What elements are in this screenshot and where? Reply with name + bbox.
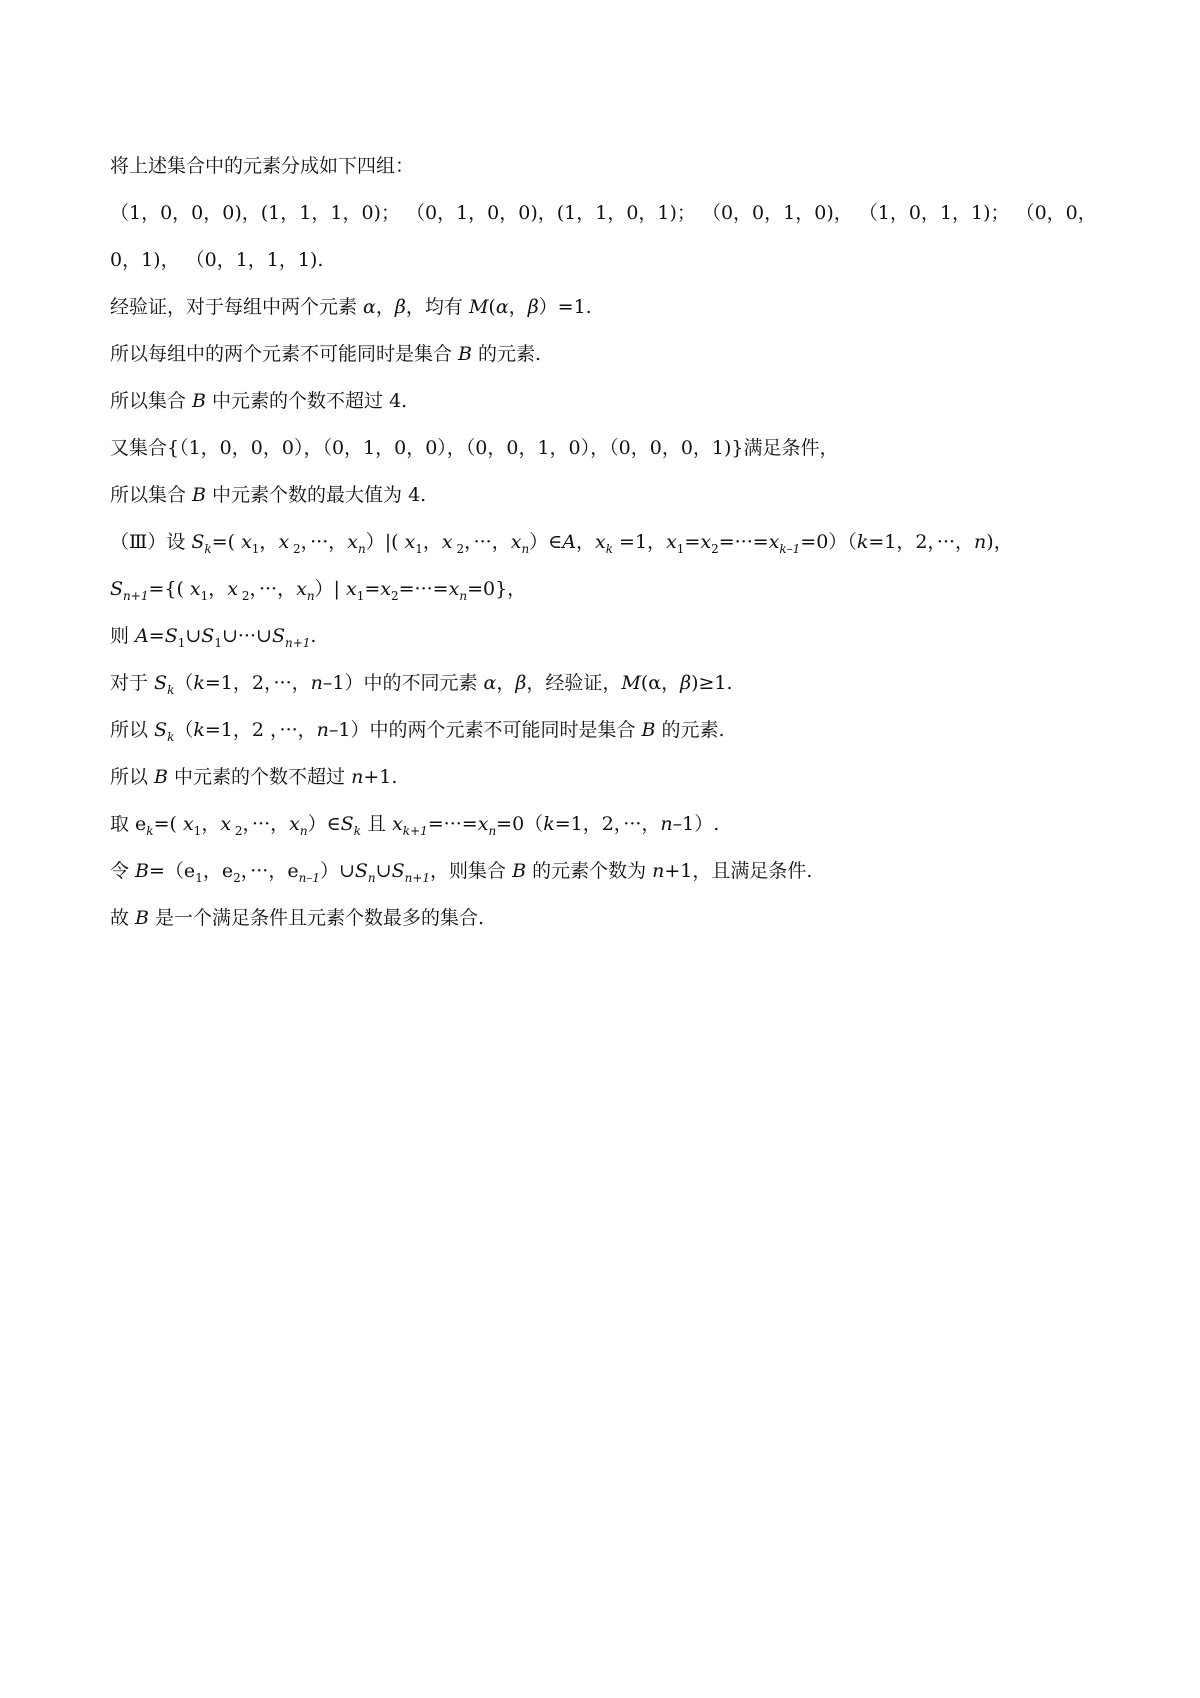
text-line-4: 经验证，对于每组中两个元素 α，β，均有 M(α，β）=1. <box>110 296 592 318</box>
text-line-8: 所以集合 B 中元素个数的最大值为 4. <box>110 484 427 506</box>
text-line-14: 所以 B 中元素的个数不超过 n+1. <box>110 766 398 788</box>
text-line-10: $S_{n+1}=${( $x_1$，x $_2$，···，$x_n)|$ $x_1=x_2=\cdot\cdot\cdot=x_n=0$}， <box>110 578 527 603</box>
text-line-13: 所以 $S_k(k=1$，2 ，···，n–1）中的两个元素不可能同时是集合 B 的元素. <box>110 719 725 744</box>
text-line-7: 又集合{（1，0，0，0），（0，1，0，0），（0，0，1，0），（0，0，0，1)}满足条件， <box>110 437 839 459</box>
text-line-16: 令 $B=(e_1$，$e_2$，···，$e_{n-1})\cup S_n\cup S_{n+1}$，则集合 B 的元素个数为 n+1，且满足条件. <box>110 860 813 885</box>
text-line-12: 对于 $S_k(k=1$，2，···，n–1）中的不同元素 α，β，经验证，M(α，β)≥1. <box>110 672 733 697</box>
text-line-5: 所以每组中的两个元素不可能同时是集合 B 的元素. <box>110 343 542 365</box>
text-line-15: 取 $e_k=$( $x_1$，x $_2$，···，$x_n)\in S_k$ 且 $x_{k+1}=\cdot\cdot\cdot=x_n=0(k=1$，2，···，n–1）. <box>110 813 720 838</box>
text-line-17: 故 B 是一个满足条件且元素个数最多的集合. <box>110 907 485 929</box>
text-line-1: 将上述集合中的元素分成如下四组： <box>110 155 415 177</box>
text-line-3: 0，1)， （0，1，1，1). <box>110 249 324 271</box>
solution-text <box>110 152 1100 951</box>
text-line-11: 则 $A=S_1\cup S_1\cup\cdot\cdot\cdot\cup S_{n+1}$. <box>110 625 317 650</box>
text-line-2: （1，0，0，0)，(1，1，1，0)； （0，1，0，0)，(1，1，0，1)； （0，0，1，0)， （1，0，1，1)； （0，0， <box>110 202 1097 224</box>
text-line-9: （Ⅲ）设 $S_k=$( $x_1$，x $_2$，···，$x_n)|$( $x_1$，x $_2$，···，$x_n)\in A$，$x_k =1$，$x_1=x_2=\cdot\cdot\cdot=x_{k-1}=0)(k=1$，2，···，n)， <box>110 531 1013 556</box>
text-line-6: 所以集合 B 中元素的个数不超过 4. <box>110 390 408 412</box>
